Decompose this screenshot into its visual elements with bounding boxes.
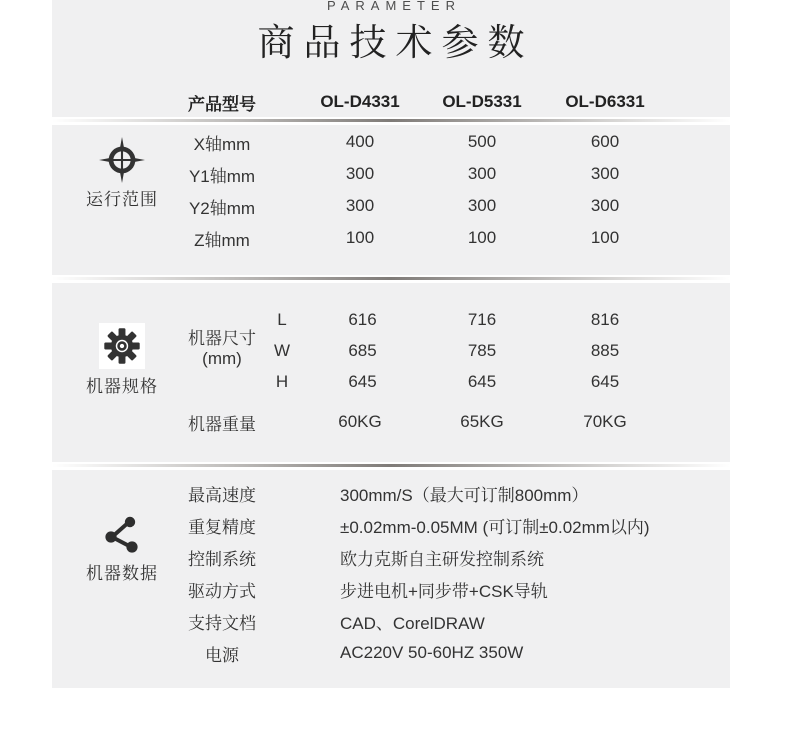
row-label: Z轴mm (194, 230, 250, 250)
section-operating-range (52, 125, 730, 275)
row-value: 400 (345, 132, 375, 151)
share-icon (100, 513, 144, 557)
row-value: 885 (590, 340, 620, 360)
row-value: 645 (590, 371, 620, 391)
section-label-operating-range: 运行范围 (86, 190, 158, 209)
row-label: 支持文档 (188, 613, 256, 633)
column-header-model-2: OL-D5331 (442, 92, 522, 111)
row-value: 65KG (460, 412, 504, 431)
row-label: Y2轴mm (188, 198, 256, 218)
row-label: 驱动方式 (188, 581, 256, 601)
row-value: 300 (590, 164, 620, 183)
table-row (157, 605, 730, 637)
row-value: 785 (467, 340, 497, 360)
row-label: X轴mm (193, 134, 251, 154)
column-header-product-model: 产品型号 (188, 94, 256, 114)
row-label: 重复精度 (188, 517, 256, 537)
machine-size-rows (52, 304, 730, 397)
axis-label: L (277, 309, 287, 329)
machine-size-unit: (mm) (202, 349, 242, 368)
row-value: AC220V 50-60HZ 350W (340, 643, 524, 662)
axis-label: W (273, 340, 291, 360)
row-value: 645 (348, 371, 377, 391)
spec-card (52, 0, 730, 688)
row-value: 步进电机+同步带+CSK导轨 (340, 581, 548, 601)
section-divider (52, 275, 730, 283)
row-value: 716 (467, 309, 497, 329)
row-value: 300 (467, 196, 497, 215)
row-value: 300 (590, 196, 620, 215)
row-value: 816 (590, 309, 620, 329)
row-value: 645 (467, 371, 497, 391)
row-value: 60KG (338, 412, 382, 431)
table-row (157, 509, 730, 541)
divider-shine (52, 277, 730, 280)
column-header-model-3: OL-D6331 (565, 92, 645, 111)
row-value: 300 (345, 164, 375, 183)
axis-label: H (275, 371, 289, 391)
row-value: 70KG (583, 412, 627, 431)
section-machine-specs (52, 283, 730, 462)
row-value: 300 (467, 164, 497, 183)
machine-size-label-text: 机器尺寸 (188, 329, 256, 348)
table-row (157, 190, 730, 222)
machine-data-icon-block (52, 513, 192, 584)
table-row (272, 335, 730, 366)
table-row (157, 126, 730, 158)
table-row (157, 541, 730, 573)
row-value: 100 (590, 228, 620, 247)
row-label: 机器重量 (188, 414, 256, 434)
section-label-machine-specs: 机器规格 (86, 377, 158, 396)
table-row (272, 366, 730, 397)
table-row (157, 158, 730, 190)
section-divider (52, 462, 730, 470)
eyebrow-text: PARAMETER (327, 0, 461, 13)
table-row (157, 222, 730, 254)
table-row (157, 637, 730, 669)
row-value: 欧力克斯自主研发控制系统 (340, 549, 544, 569)
row-value: 600 (590, 132, 620, 151)
row-label: 控制系统 (188, 549, 256, 569)
row-value: 100 (345, 228, 375, 247)
column-header-model-1: OL-D4331 (320, 92, 400, 111)
table-header-row (157, 86, 730, 118)
section-divider (52, 117, 730, 125)
row-value: 300mm/S（最大可订制800mm） (340, 485, 589, 505)
section-machine-data (52, 470, 730, 688)
row-value: 616 (348, 309, 377, 329)
row-value: 300 (345, 196, 375, 215)
crosshair-target-icon (99, 137, 145, 183)
row-label: 电源 (205, 645, 239, 665)
row-value: 100 (467, 228, 497, 247)
row-label: Y1轴mm (188, 166, 256, 186)
page-title: 商品技术参数 (257, 22, 534, 63)
table-row (157, 477, 730, 509)
row-value: 500 (467, 132, 497, 151)
row-value: 685 (348, 340, 377, 360)
divider-shine (52, 464, 730, 467)
table-row (272, 304, 730, 335)
row-value: ±0.02mm-0.05MM (可订制±0.02mm以内) (340, 517, 650, 537)
machine-weight-row (157, 406, 730, 438)
row-value: CAD、CorelDRAW (340, 613, 485, 633)
divider-shine (52, 119, 730, 122)
section-label-machine-data: 机器数据 (86, 564, 158, 583)
table-row (157, 573, 730, 605)
row-label: 最高速度 (188, 485, 256, 505)
operating-range-icon-block (52, 137, 192, 210)
